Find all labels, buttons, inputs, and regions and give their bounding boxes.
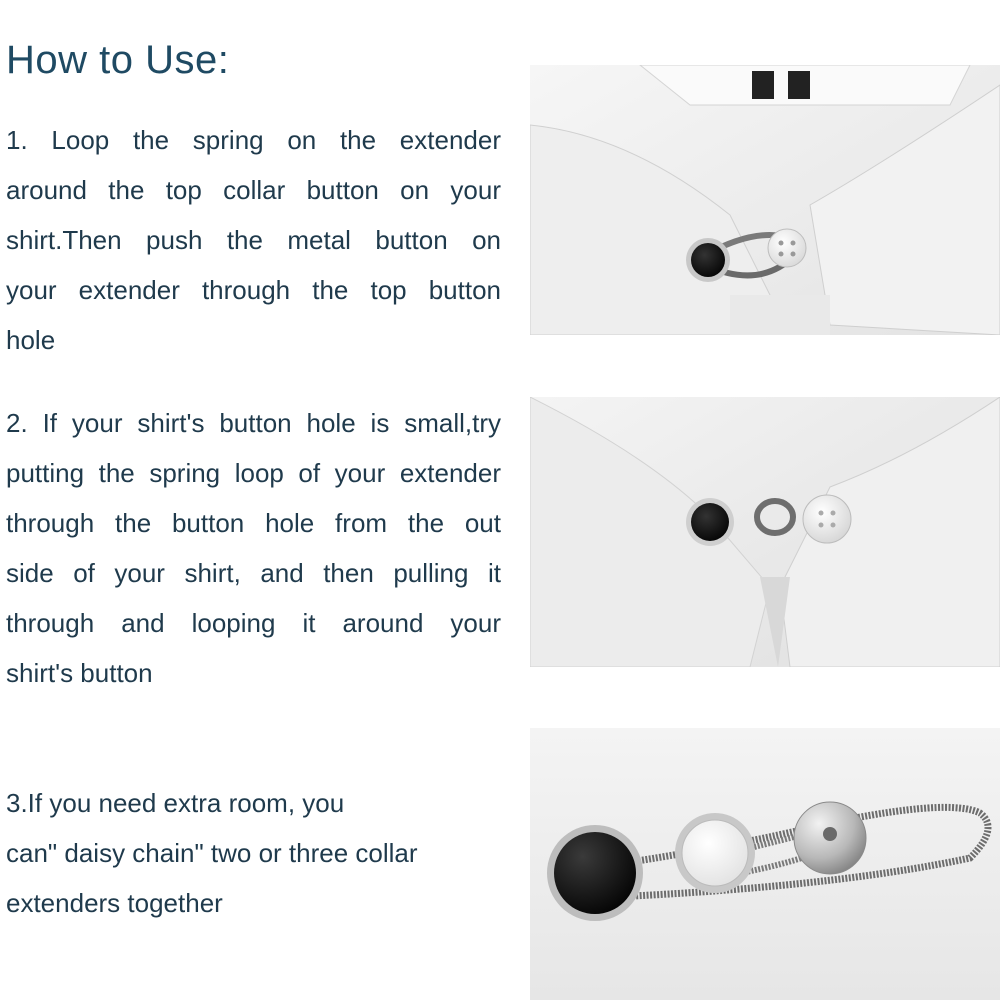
collar-illustration [530, 65, 1000, 335]
step-2-line: through the button hole from the out [6, 508, 501, 538]
step-2-text [6, 398, 501, 698]
step-2-line: 2. If your shirt's button hole is small,try [6, 408, 501, 438]
step-1-line: 1. Loop the spring on the extender [6, 125, 501, 155]
step-1-line: around the top collar button on your [6, 175, 501, 205]
step-2-line: putting the spring loop of your extender [6, 458, 501, 488]
page-title: How to Use: [6, 38, 230, 82]
collar-illustration [530, 397, 1000, 667]
step-3-line: can" daisy chain" two or three collar [6, 838, 418, 868]
step-3-line: 3.If you need extra room, you [6, 788, 345, 818]
step-2-line: side of your shirt, and then pulling it [6, 558, 501, 588]
daisy-chain-photo [530, 728, 1000, 1000]
daisy-chain-illustration [530, 728, 1000, 1000]
step-1-line: your extender through the top button [6, 275, 501, 305]
collar-extender-photo-1 [530, 65, 1000, 335]
step-1-text [6, 115, 501, 365]
step-3-line: extenders together [6, 888, 223, 918]
collar-extender-photo-2 [530, 397, 1000, 667]
step-1-line: shirt.Then push the metal button on [6, 225, 501, 255]
step-3-text [6, 778, 501, 928]
step-2-line: shirt's button [6, 658, 153, 688]
step-2-line: through and looping it around your [6, 608, 501, 638]
step-1-line: hole [6, 325, 56, 355]
